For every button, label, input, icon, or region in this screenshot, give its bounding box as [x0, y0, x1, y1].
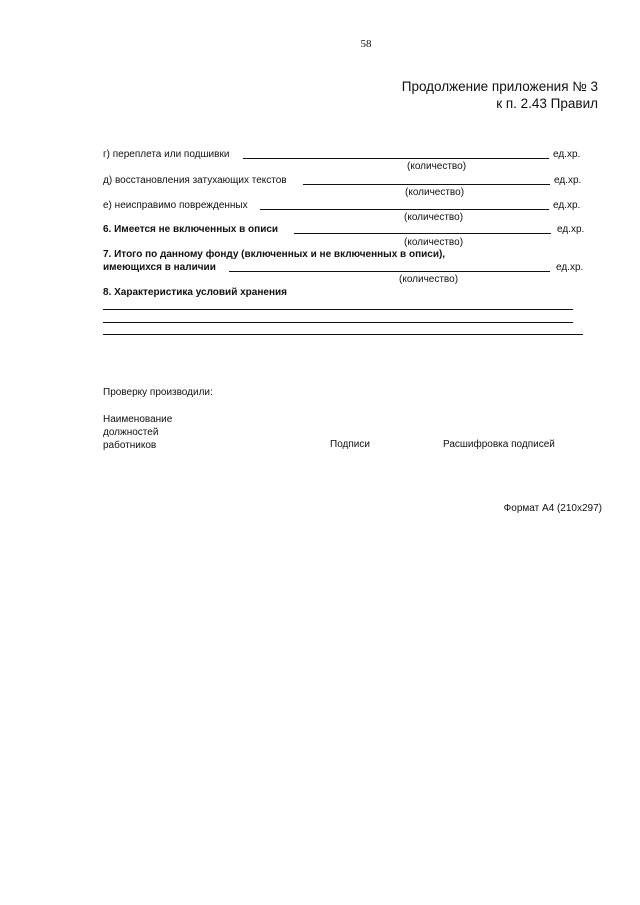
row-binding-line — [243, 158, 549, 159]
conditions-line-3 — [103, 334, 583, 335]
row-faded-caption: (количество) — [405, 187, 465, 198]
position-header-line1: Наименование — [103, 414, 173, 425]
row-binding-unit: ед.хр. — [553, 149, 581, 160]
conditions-line-2 — [103, 322, 573, 323]
appendix-header-line2: к п. 2.43 Правил — [496, 96, 598, 111]
row-binding-label: г) переплета или подшивки — [103, 149, 230, 160]
row-total-line — [229, 271, 550, 272]
row-unlisted-unit: ед.хр. — [557, 224, 585, 235]
position-header-line3: работников — [103, 440, 157, 451]
row-faded-unit: ед.хр. — [554, 175, 582, 186]
row-damaged-label: е) неисправимо поврежденных — [103, 200, 248, 211]
row-unlisted-label: 6. Имеется не включенных в описи — [103, 224, 279, 235]
row-damaged-line — [260, 209, 549, 210]
signatures-column-header: Подписи — [330, 439, 370, 450]
row-damaged-caption: (количество) — [404, 212, 464, 223]
row-faded-line — [303, 184, 550, 185]
row-conditions-label: 8. Характеристика условий хранения — [103, 287, 287, 298]
decoding-column-header: Расшифровка подписей — [443, 439, 555, 450]
row-damaged-unit: ед.хр. — [553, 200, 581, 211]
appendix-header-line1: Продолжение приложения № 3 — [401, 79, 598, 94]
row-faded-label: д) восстановления затухающих текстов — [103, 175, 287, 186]
row-total-caption: (количество) — [399, 274, 459, 285]
check-title: Проверку производили: — [103, 387, 213, 398]
row-unlisted-line — [294, 233, 551, 234]
page-number: 58 — [360, 38, 372, 50]
appendix-header — [402, 78, 598, 112]
row-total-label-1: 7. Итого по данному фонду (включенных и не включенных в описи), — [103, 249, 446, 260]
row-binding-caption: (количество) — [407, 161, 467, 172]
format-note: Формат А4 (210х297) — [503, 503, 602, 514]
row-total-label-2: имеющихся в наличии — [103, 262, 216, 273]
position-header-line2: должностей — [103, 427, 159, 438]
row-total-unit: ед.хр. — [556, 262, 584, 273]
conditions-line-1 — [103, 309, 573, 310]
position-column-header — [103, 413, 172, 452]
row-unlisted-caption: (количество) — [404, 237, 464, 248]
